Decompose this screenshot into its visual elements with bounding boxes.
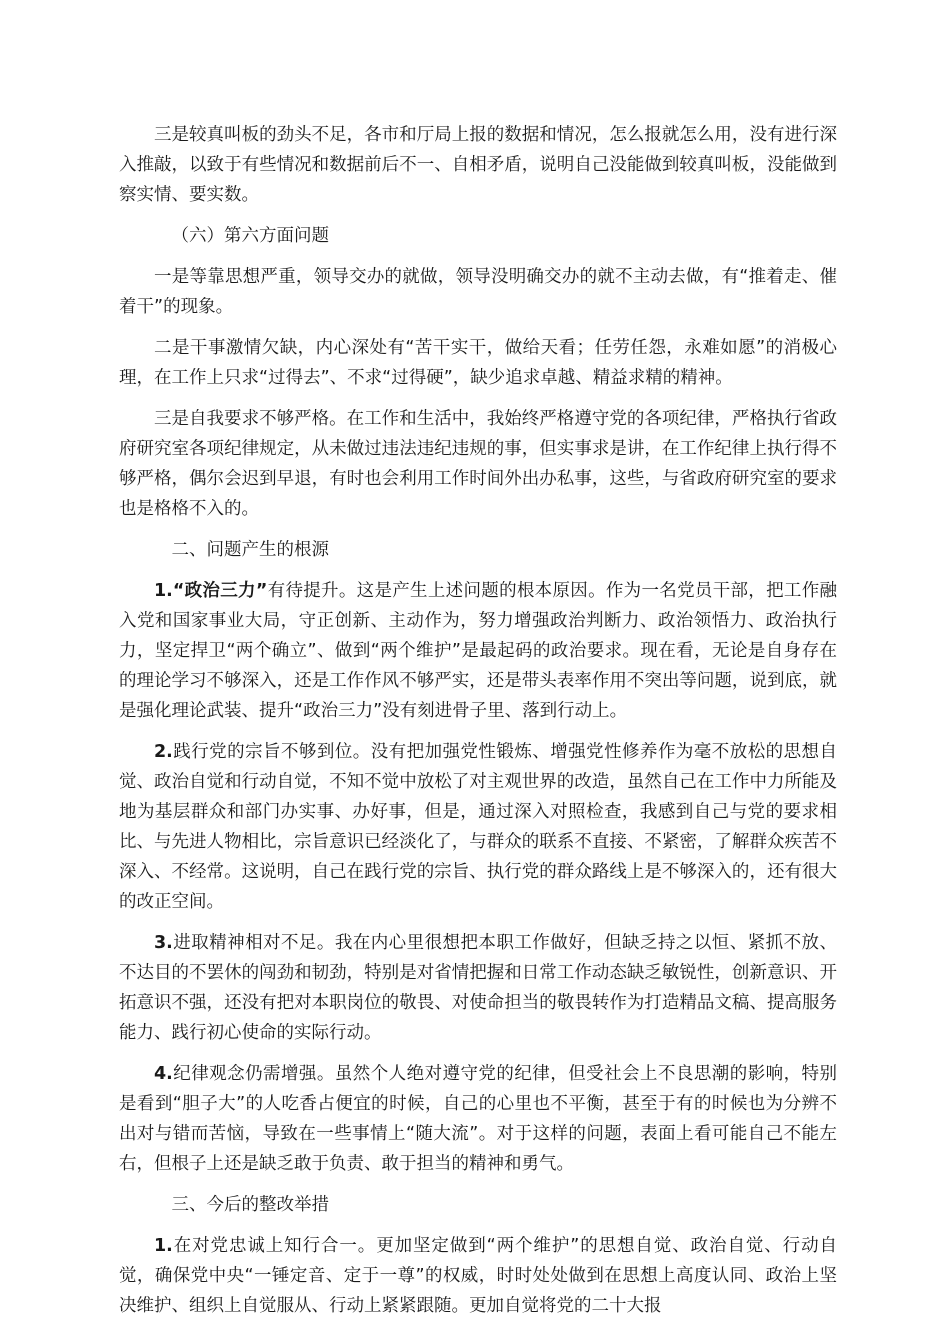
numbered-paragraph	[119, 576, 837, 726]
paragraph-text: 一是等靠思想严重，领导交办的就做，领导没明确交办的就不主动去做，有“推着走、催着干”的现象。	[119, 267, 837, 317]
item-number: 1.“政治三力”	[154, 581, 268, 601]
paragraph-text: 三是自我要求不够严格。在工作和生活中，我始终严格遵守党的各项纪律，严格执行省政府研究室各项纪律规定，从未做过违法违纪违规的事，但实事求是讲，在工作纪律上执行得不够严格，偶尔会迟到早退，有时也会利用工作时间外出办私事，这些，与省政府研究室的要求也是格格不入的。	[119, 409, 837, 519]
heading-text: 二、问题产生的根源	[171, 540, 329, 560]
paragraph	[119, 333, 837, 393]
item-number: 2.	[154, 742, 173, 762]
section-heading	[119, 1190, 837, 1220]
paragraph-text: 在对党忠诚上知行合一。更加坚定做到“两个维护”的思想自觉、政治自觉、行动自觉，确保党中央“一锤定音、定于一尊”的权威，时时处处做到在思想上高度认同、政治上坚决维护、组织上自觉服从、行动上紧紧跟随。更加自觉将党的二十大报	[119, 1236, 837, 1316]
numbered-paragraph	[119, 1059, 837, 1179]
paragraph-text: 践行党的宗旨不够到位。没有把加强党性锻炼、增强党性修养作为毫不放松的思想自觉、政治自觉和行动自觉，不知不觉中放松了对主观世界的改造，虽然自己在工作中力所能及地为基层群众和部门办实事、办好事，但是，通过深入对照检查，我感到自己与党的要求相比、与先进人物相比，宗旨意识已经淡化了，与群众的联系不直接、不紧密，了解群众疾苦不深入、不经常。这说明，自己在践行党的宗旨、执行党的群众路线上是不够深入的，还有很大的改正空间。	[119, 742, 837, 912]
numbered-paragraph	[119, 1231, 837, 1321]
paragraph	[119, 404, 837, 524]
item-number: 1.	[154, 1236, 173, 1256]
item-number: 3.	[154, 933, 173, 953]
section-heading	[119, 535, 837, 565]
heading-text: （六）第六方面问题	[171, 226, 329, 246]
item-number: 4.	[154, 1064, 173, 1084]
paragraph-text: 三是较真叫板的劲头不足，各市和厅局上报的数据和情况，怎么报就怎么用，没有进行深入推敲，以致于有些情况和数据前后不一、自相矛盾，说明自己没能做到较真叫板，没能做到察实情、要实数。	[119, 125, 837, 205]
paragraph	[119, 262, 837, 322]
paragraph-text: 有待提升。这是产生上述问题的根本原因。作为一名党员干部，把工作融入党和国家事业大局，守正创新、主动作为，努力增强政治判断力、政治领悟力、政治执行力，坚定捍卫“两个确立”、做到“两个维护”是最起码的政治要求。现在看，无论是自身存在的理论学习不够深入，还是工作作风不够严实，还是带头表率作用不突出等问题，说到底，就是强化理论武装、提升“政治三力”没有刻进骨子里、落到行动上。	[119, 581, 838, 721]
paragraph	[119, 120, 837, 210]
numbered-paragraph	[119, 737, 837, 917]
numbered-paragraph	[119, 928, 837, 1048]
document-body	[119, 120, 837, 1332]
section-heading	[119, 221, 837, 251]
paragraph-text: 纪律观念仍需增强。虽然个人绝对遵守党的纪律，但受社会上不良思潮的影响，特别是看到“胆子大”的人吃香占便宜的时候，自己的心里也不平衡，甚至于有的时候也为分辨不出对与错而苦恼，导致在一些事情上“随大流”。对于这样的问题，表面上看可能自己不能左右，但根子上还是缺乏敢于负责、敢于担当的精神和勇气。	[119, 1064, 837, 1174]
paragraph-text: 二是干事激情欠缺，内心深处有“苦干实干，做给天看；任劳任怨，永难如愿”的消极心理，在工作上只求“过得去”、不求“过得硬”，缺少追求卓越、精益求精的精神。	[119, 338, 837, 388]
heading-text: 三、今后的整改举措	[171, 1195, 329, 1215]
paragraph-text: 进取精神相对不足。我在内心里很想把本职工作做好，但缺乏持之以恒、紧抓不放、不达目的不罢休的闯劲和韧劲，特别是对省情把握和日常工作动态缺乏敏锐性，创新意识、开拓意识不强，还没有把对本职岗位的敬畏、对使命担当的敬畏转作为打造精品文稿、提高服务能力、践行初心使命的实际行动。	[119, 933, 837, 1043]
